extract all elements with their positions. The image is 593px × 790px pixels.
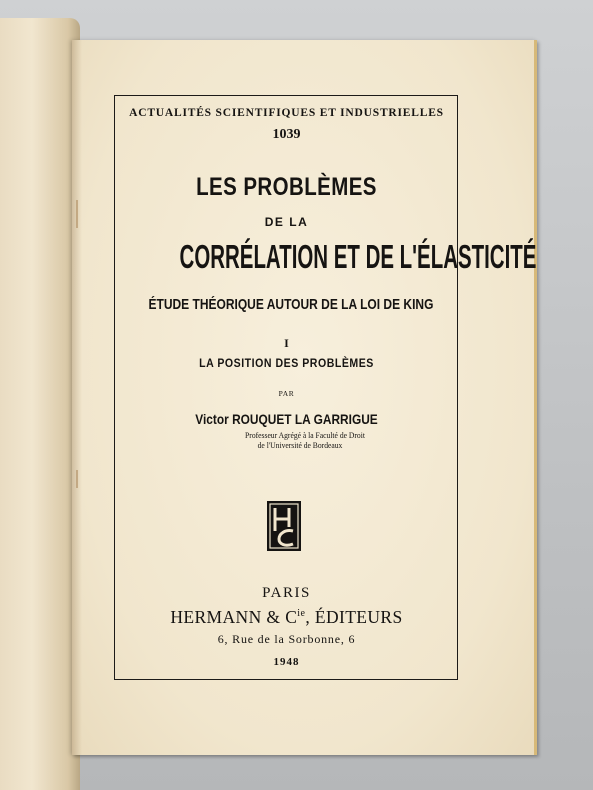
affiliation-line-1: Professeur Agrégé à la Faculté de Droit <box>245 431 365 440</box>
affiliation-line-2: de l'Université de Bordeaux <box>257 441 343 450</box>
left-page-edge <box>0 18 80 790</box>
publisher-name-main: HERMANN & C <box>170 607 298 627</box>
publisher-city: PARIS <box>262 585 311 601</box>
page-stain <box>76 470 78 488</box>
series-name: ACTUALITÉS SCIENTIFIQUES ET INDUSTRIELLES <box>129 107 444 119</box>
publisher-address: 6, Rue de la Sorbonne, 6 <box>217 632 356 646</box>
author-first-name: Victor <box>195 411 229 427</box>
author-last-name: ROUQUET LA GARRIGUE <box>232 411 378 427</box>
page-gutter-shadow <box>72 40 82 755</box>
publisher-name <box>114 607 459 628</box>
title-line-2: DE LA <box>264 215 309 229</box>
volume-number: I <box>284 336 289 350</box>
title-line-3: CORRÉLATION ET DE L'ÉLASTICITÉ <box>179 238 537 275</box>
by-label: PAR <box>278 389 295 398</box>
series-number: 1039 <box>272 127 301 142</box>
publisher-name-suffix: , ÉDITEURS <box>305 607 403 627</box>
title-line-1: LES PROBLÈMES <box>196 173 377 201</box>
publication-year: 1948 <box>273 656 300 668</box>
part-title: LA POSITION DES PROBLÈMES <box>199 356 374 370</box>
publisher-logo-icon <box>267 501 301 551</box>
subtitle: ÉTUDE THÉORIQUE AUTOUR DE LA LOI DE KING <box>148 296 434 313</box>
page-stain <box>76 200 78 228</box>
publisher-name-sup: ie <box>297 608 306 620</box>
author-name <box>140 411 433 427</box>
